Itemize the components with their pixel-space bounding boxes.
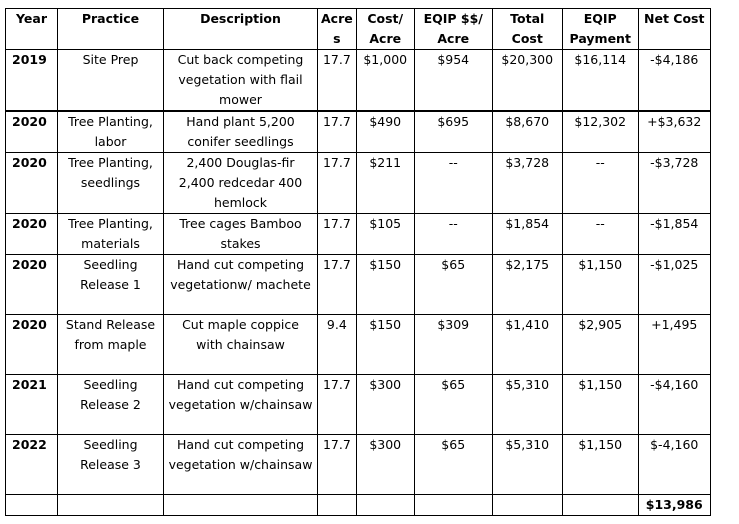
cell-total-cost: $20,300	[492, 50, 562, 112]
cell-description: Tree cages Bamboo stakes	[164, 214, 318, 255]
table-row	[6, 255, 711, 315]
cell-acres: 17.7	[318, 214, 357, 255]
header-eqip-payment: EQIP Payment	[562, 9, 638, 50]
cell-acres: 17.7	[318, 50, 357, 112]
cell-year: 2019	[6, 50, 58, 112]
cell-description: Hand cut competing vegetation w/chainsaw	[164, 435, 318, 495]
total-net-cost: $13,986	[638, 495, 710, 516]
cell-practice: Site Prep	[58, 50, 164, 112]
cell-total-cost: $8,670	[492, 111, 562, 153]
cell-year: 2021	[6, 375, 58, 435]
cell-eqip-acre: --	[414, 214, 492, 255]
table-row	[6, 50, 711, 112]
cell-net-cost: -$4,160	[638, 375, 710, 435]
cost-table	[5, 8, 711, 516]
cell-net-cost: -$1,854	[638, 214, 710, 255]
cell-eqip-acre: --	[414, 153, 492, 214]
cell-net-cost: +1,495	[638, 315, 710, 375]
cell-year: 2020	[6, 111, 58, 153]
cell-year: 2020	[6, 315, 58, 375]
table-row	[6, 315, 711, 375]
header-description: Description	[164, 9, 318, 50]
cell-practice: Tree Planting, seedlings	[58, 153, 164, 214]
cell-total-cost: $1,854	[492, 214, 562, 255]
cell-cost-acre: $300	[356, 375, 414, 435]
header-practice: Practice	[58, 9, 164, 50]
cell-total-cost: $5,310	[492, 375, 562, 435]
cell-practice: Tree Planting, labor	[58, 111, 164, 153]
cell-eqip-payment: $16,114	[562, 50, 638, 112]
total-practice	[58, 495, 164, 516]
cell-practice: Seedling Release 1	[58, 255, 164, 315]
cell-year: 2020	[6, 214, 58, 255]
cell-eqip-payment: $1,150	[562, 255, 638, 315]
cell-total-cost: $5,310	[492, 435, 562, 495]
cell-description: 2,400 Douglas-fir 2,400 redcedar 400 hemlock	[164, 153, 318, 214]
cell-total-cost: $2,175	[492, 255, 562, 315]
cell-acres: 17.7	[318, 255, 357, 315]
table-row	[6, 111, 711, 153]
header-row	[6, 9, 711, 50]
cell-eqip-payment: $12,302	[562, 111, 638, 153]
cell-acres: 17.7	[318, 153, 357, 214]
cell-eqip-acre: $954	[414, 50, 492, 112]
header-year: Year	[6, 9, 58, 50]
cell-description: Cut maple coppice with chainsaw	[164, 315, 318, 375]
total-cost-acre	[356, 495, 414, 516]
cell-net-cost: -$1,025	[638, 255, 710, 315]
header-net-cost: Net Cost	[638, 9, 710, 50]
cell-net-cost: +$3,632	[638, 111, 710, 153]
cell-eqip-acre: $65	[414, 435, 492, 495]
cell-description: Hand plant 5,200 conifer seedlings	[164, 111, 318, 153]
cell-practice: Tree Planting, materials	[58, 214, 164, 255]
total-description	[164, 495, 318, 516]
total-eqip-payment	[562, 495, 638, 516]
cell-cost-acre: $300	[356, 435, 414, 495]
cell-cost-acre: $1,000	[356, 50, 414, 112]
header-total-cost: Total Cost	[492, 9, 562, 50]
cell-description: Hand cut competing vegetation w/chainsaw	[164, 375, 318, 435]
table-row	[6, 375, 711, 435]
header-cost-acre: Cost/ Acre	[356, 9, 414, 50]
total-eqip-acre	[414, 495, 492, 516]
cell-eqip-payment: --	[562, 153, 638, 214]
header-eqip-acre: EQIP $$/ Acre	[414, 9, 492, 50]
cell-cost-acre: $150	[356, 315, 414, 375]
cell-eqip-payment: --	[562, 214, 638, 255]
total-acres	[318, 495, 357, 516]
table-row	[6, 153, 711, 214]
cell-eqip-payment: $2,905	[562, 315, 638, 375]
total-row	[6, 495, 711, 516]
cell-year: 2020	[6, 255, 58, 315]
cell-net-cost: $-4,160	[638, 435, 710, 495]
cell-acres: 9.4	[318, 315, 357, 375]
cell-cost-acre: $150	[356, 255, 414, 315]
table-row	[6, 435, 711, 495]
cell-eqip-acre: $65	[414, 375, 492, 435]
cell-cost-acre: $211	[356, 153, 414, 214]
cell-eqip-payment: $1,150	[562, 375, 638, 435]
cell-acres: 17.7	[318, 375, 357, 435]
cell-acres: 17.7	[318, 435, 357, 495]
header-acres: Acre s	[318, 9, 357, 50]
total-total-cost	[492, 495, 562, 516]
cell-total-cost: $1,410	[492, 315, 562, 375]
cell-net-cost: -$4,186	[638, 50, 710, 112]
total-year	[6, 495, 58, 516]
table-row	[6, 214, 711, 255]
cell-year: 2020	[6, 153, 58, 214]
cell-eqip-acre: $695	[414, 111, 492, 153]
cell-cost-acre: $490	[356, 111, 414, 153]
cell-description: Hand cut competing vegetationw/ machete	[164, 255, 318, 315]
cell-cost-acre: $105	[356, 214, 414, 255]
cell-acres: 17.7	[318, 111, 357, 153]
cell-year: 2022	[6, 435, 58, 495]
cell-eqip-payment: $1,150	[562, 435, 638, 495]
cell-practice: Stand Release from maple	[58, 315, 164, 375]
cell-eqip-acre: $65	[414, 255, 492, 315]
cell-net-cost: -$3,728	[638, 153, 710, 214]
cell-practice: Seedling Release 3	[58, 435, 164, 495]
cell-eqip-acre: $309	[414, 315, 492, 375]
cell-practice: Seedling Release 2	[58, 375, 164, 435]
cell-total-cost: $3,728	[492, 153, 562, 214]
cell-description: Cut back competing vegetation with flail mower	[164, 50, 318, 112]
